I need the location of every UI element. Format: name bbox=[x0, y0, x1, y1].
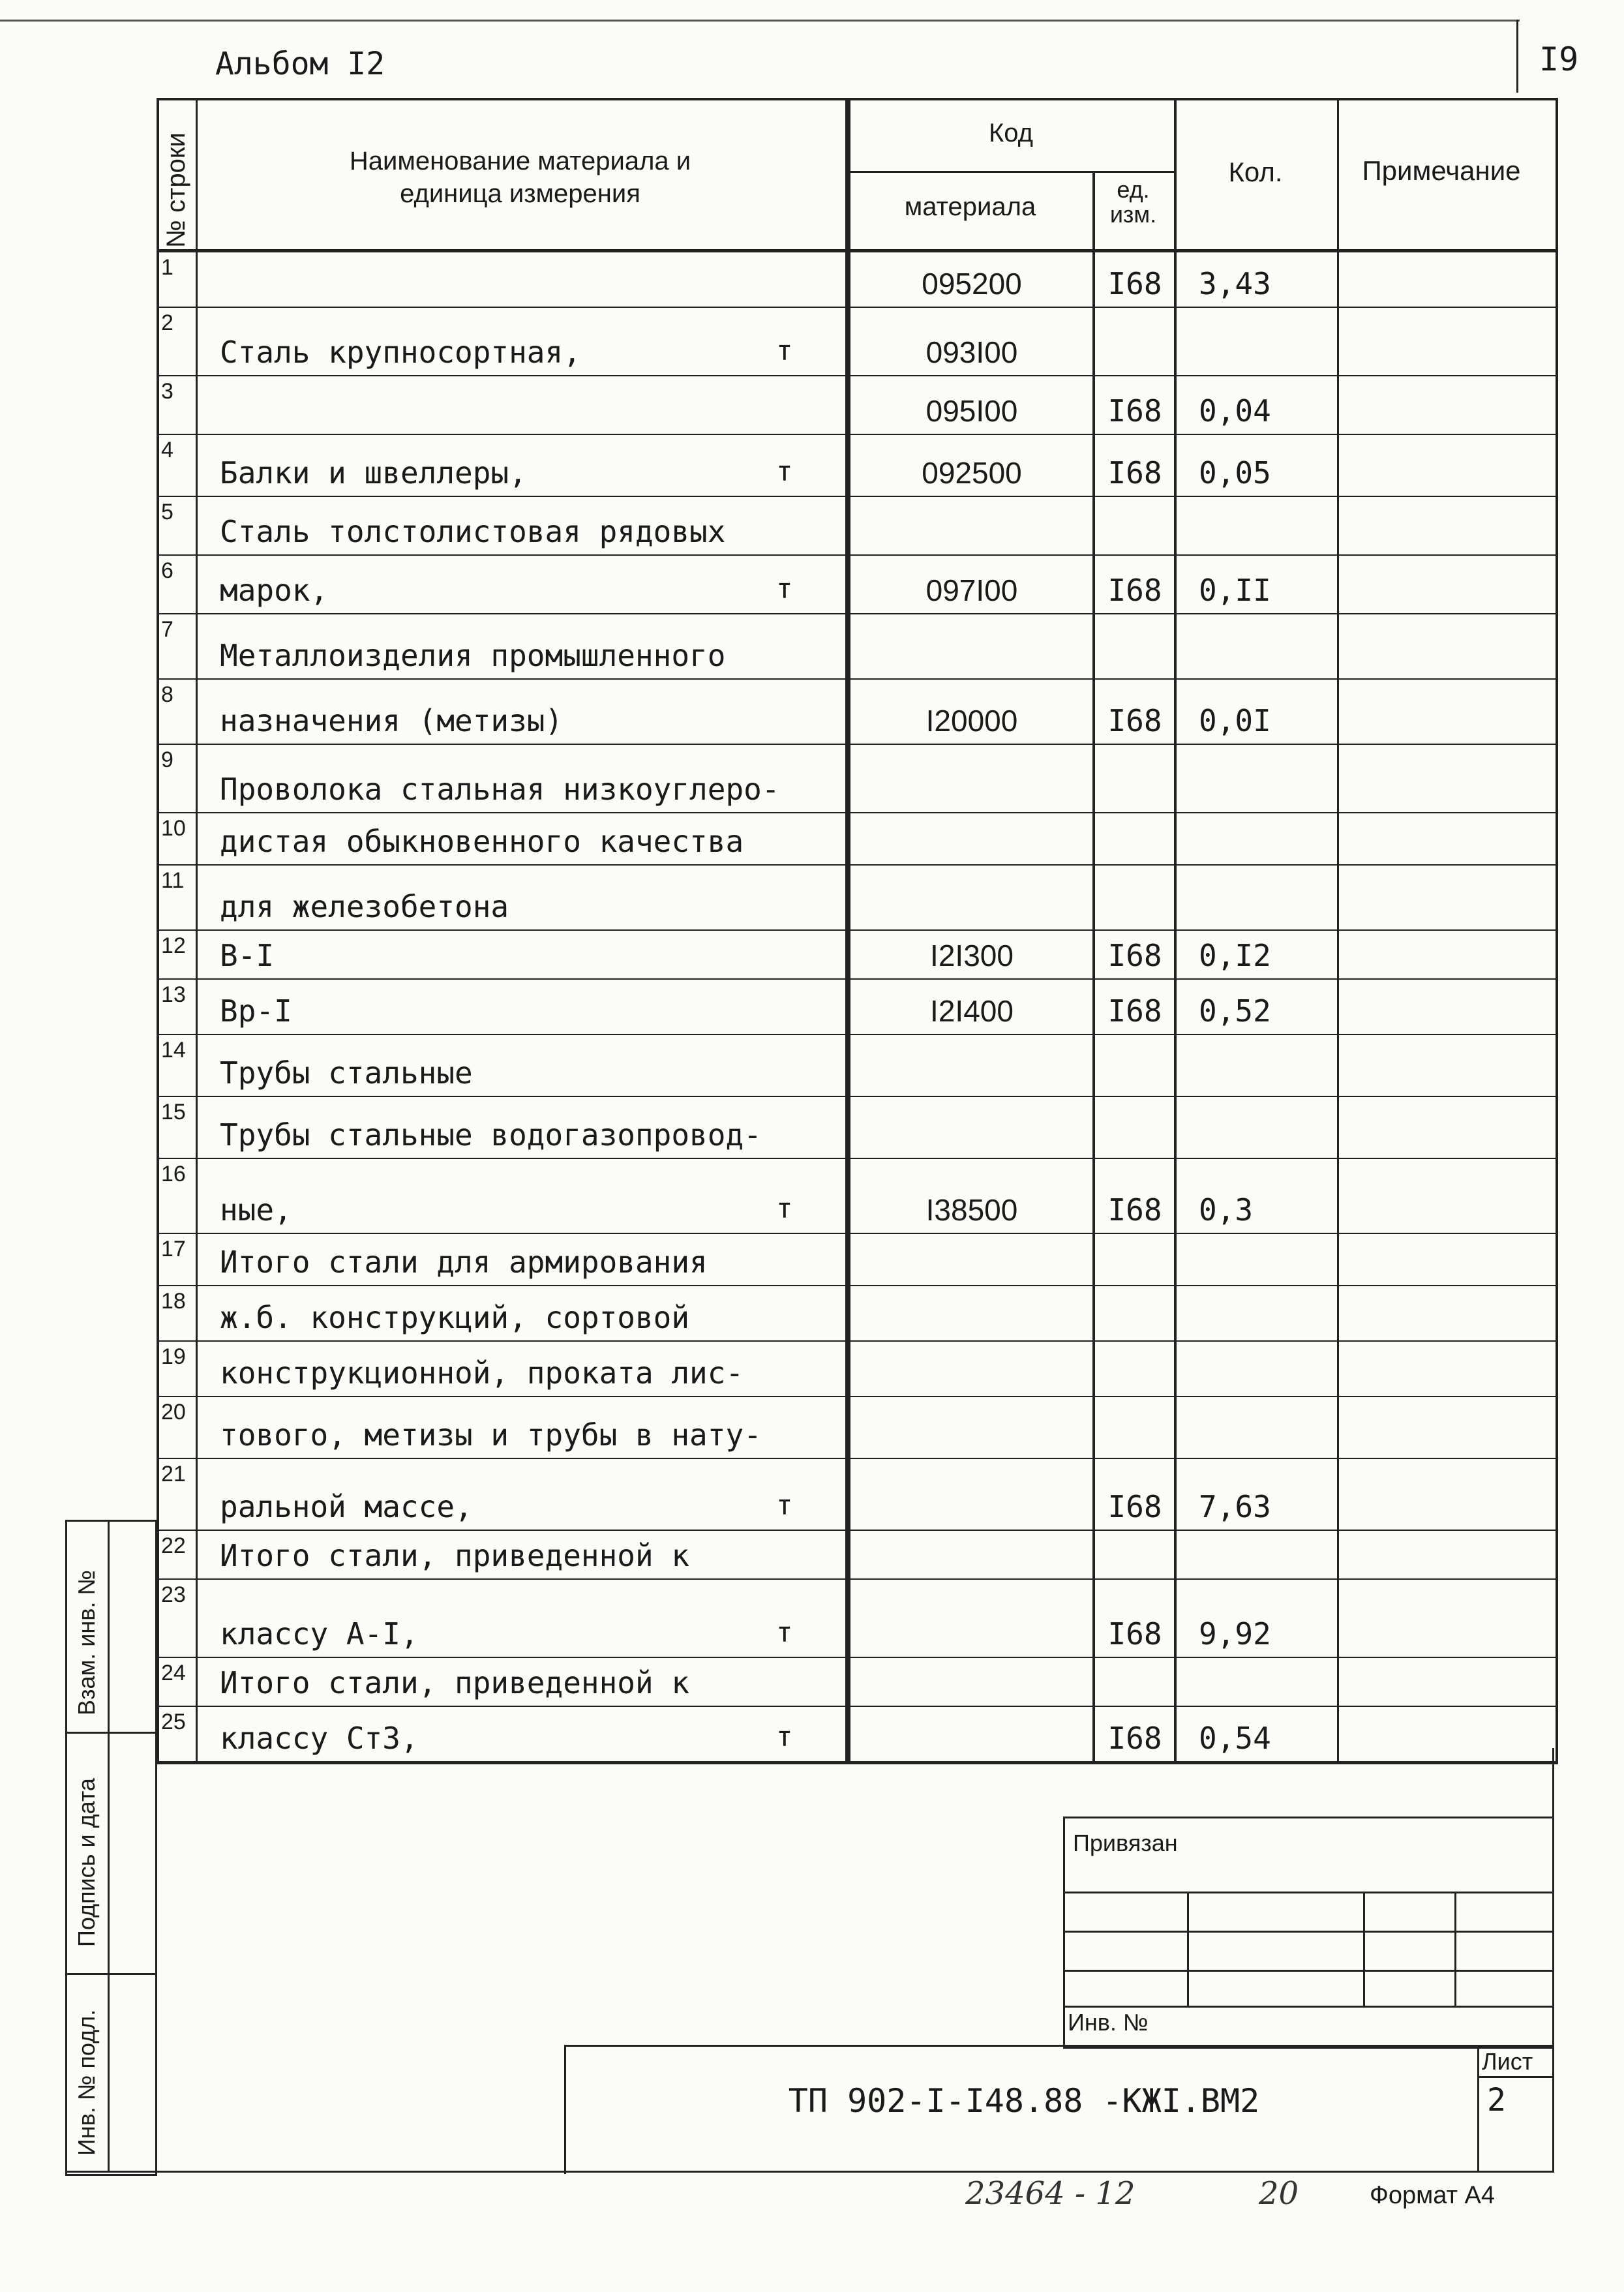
privyazan-line-4 bbox=[1063, 2006, 1552, 2008]
row-separator bbox=[157, 496, 1556, 497]
row-number: 9 bbox=[161, 747, 173, 772]
row-qty: 3,43 bbox=[1199, 266, 1271, 301]
row-code: 095200 bbox=[922, 267, 1022, 301]
row-unit: т bbox=[776, 1616, 793, 1648]
row-name: конструкционной, проката лис- bbox=[220, 1355, 744, 1391]
format-label: Формат А4 bbox=[1370, 2182, 1496, 2209]
row-unit-code: I68 bbox=[1107, 266, 1162, 301]
row-separator bbox=[157, 1657, 1556, 1658]
row-separator bbox=[157, 744, 1556, 745]
row-number: 15 bbox=[161, 1100, 186, 1124]
row-qty: 0,0I bbox=[1199, 703, 1271, 738]
row-number: 19 bbox=[161, 1344, 186, 1369]
col-unit-divider bbox=[1174, 98, 1177, 1764]
row-separator bbox=[157, 1034, 1556, 1035]
privyazan-col-1 bbox=[1187, 1892, 1189, 2008]
row-number: 14 bbox=[161, 1038, 186, 1063]
col-qty-divider bbox=[1337, 98, 1339, 1764]
row-name: Сталь толстолистовая рядовых bbox=[220, 514, 726, 549]
table-top-border bbox=[157, 98, 1556, 100]
row-name: В-I bbox=[220, 938, 275, 973]
side-stamp-inner-line bbox=[108, 1520, 110, 2172]
row-unit: т bbox=[776, 1192, 793, 1224]
row-separator bbox=[157, 1530, 1556, 1531]
row-name: Сталь крупносортная, bbox=[220, 335, 581, 370]
row-separator bbox=[157, 1340, 1556, 1342]
side-stamp-inv: Инв. № подл. bbox=[73, 2009, 100, 2156]
row-qty: 9,92 bbox=[1199, 1616, 1271, 1651]
row-name: тового, метизы и трубы в нату- bbox=[220, 1417, 762, 1453]
row-unit-code: I68 bbox=[1107, 1192, 1162, 1228]
row-number: 8 bbox=[161, 682, 173, 707]
handwritten-page: 20 bbox=[1259, 2175, 1299, 2212]
row-unit-code: I68 bbox=[1107, 455, 1162, 490]
header-qty: Кол. bbox=[1228, 157, 1283, 187]
row-separator bbox=[157, 1096, 1556, 1097]
row-separator bbox=[157, 1706, 1556, 1707]
row-unit: т bbox=[776, 455, 793, 487]
header-material: материала bbox=[904, 192, 1036, 221]
corner-divider bbox=[1516, 20, 1518, 93]
row-name: классу Ст3, bbox=[220, 1721, 419, 1756]
row-number: 11 bbox=[161, 868, 185, 893]
row-number: 21 bbox=[161, 1462, 186, 1486]
row-name: Металлоизделия промышленного bbox=[220, 638, 726, 673]
privyazan-line-1 bbox=[1063, 1892, 1552, 1893]
row-unit-code: I68 bbox=[1107, 1721, 1162, 1756]
row-qty: 0,04 bbox=[1199, 393, 1271, 429]
row-name: Итого стали для армирования bbox=[220, 1244, 708, 1280]
header-name bbox=[196, 145, 845, 210]
side-stamp-divider-1 bbox=[65, 1732, 155, 1734]
row-separator bbox=[157, 554, 1556, 556]
row-name: назначения (метизы) bbox=[220, 703, 564, 738]
row-separator bbox=[157, 1578, 1556, 1580]
row-name: Итого стали, приведенной к bbox=[220, 1538, 690, 1573]
row-name: Итого стали, приведенной к bbox=[220, 1665, 690, 1700]
header-row-no: № строки bbox=[162, 132, 190, 248]
table-bottom-border bbox=[157, 1761, 1556, 1764]
inv-no-label: Инв. № bbox=[1068, 2009, 1149, 2036]
row-number: 20 bbox=[161, 1400, 186, 1425]
right-frame-bottom bbox=[1552, 1748, 1554, 2172]
album-title: Альбом I2 bbox=[215, 46, 385, 82]
row-name: ральной массе, bbox=[220, 1489, 473, 1524]
row-name: марок, bbox=[220, 573, 329, 608]
row-separator bbox=[157, 307, 1556, 308]
col-material-divider bbox=[1092, 171, 1095, 1764]
row-unit: т bbox=[776, 1721, 793, 1753]
bottom-frame-line bbox=[65, 2171, 1554, 2173]
privyazan-label: Привязан bbox=[1073, 1830, 1178, 1856]
row-separator bbox=[157, 812, 1556, 813]
row-name: Вр-I bbox=[220, 993, 292, 1029]
row-separator bbox=[157, 1285, 1556, 1286]
header-note: Примечание bbox=[1362, 155, 1521, 186]
row-separator bbox=[157, 978, 1556, 980]
handwritten-number: 23464 - 12 bbox=[965, 2175, 1135, 2212]
privyazan-line-2 bbox=[1063, 1931, 1552, 1933]
row-separator bbox=[157, 613, 1556, 614]
row-unit-code: I68 bbox=[1107, 573, 1162, 608]
row-number: 6 bbox=[161, 558, 173, 583]
sheet-number: 2 bbox=[1487, 2082, 1506, 2119]
row-code: 093I00 bbox=[925, 335, 1018, 369]
header-unit-line2: изм. bbox=[1109, 201, 1157, 228]
row-code: I38500 bbox=[925, 1193, 1018, 1227]
row-unit-code: I68 bbox=[1107, 993, 1162, 1029]
row-number: 18 bbox=[161, 1289, 186, 1314]
row-number: 23 bbox=[161, 1582, 186, 1607]
row-unit: т bbox=[776, 573, 793, 605]
row-qty: 7,63 bbox=[1199, 1489, 1271, 1524]
row-separator bbox=[157, 1158, 1556, 1159]
row-separator bbox=[157, 929, 1556, 931]
row-number: 24 bbox=[161, 1661, 186, 1685]
header-name-line1: Наименование материала и bbox=[349, 147, 691, 175]
side-stamp-divider-2 bbox=[65, 1973, 155, 1975]
col-name-divider bbox=[845, 98, 850, 1764]
row-code: I20000 bbox=[925, 704, 1018, 738]
row-separator bbox=[157, 434, 1556, 435]
row-number: 25 bbox=[161, 1710, 186, 1734]
row-name: Трубы стальные bbox=[220, 1055, 473, 1091]
col-left-border bbox=[157, 98, 159, 1764]
row-unit-code: I68 bbox=[1107, 1489, 1162, 1524]
code-header-divider bbox=[848, 171, 1174, 173]
row-qty: 0,II bbox=[1199, 573, 1271, 608]
row-name: Трубы стальные водогазопровод- bbox=[220, 1117, 762, 1153]
row-separator bbox=[157, 1458, 1556, 1459]
header-code: Код bbox=[988, 119, 1033, 147]
row-separator bbox=[157, 678, 1556, 680]
row-number: 13 bbox=[161, 982, 186, 1007]
header-unit-line1: ед. bbox=[1117, 176, 1150, 203]
row-code: 097I00 bbox=[925, 573, 1018, 607]
row-number: 2 bbox=[161, 310, 173, 335]
designation: ТП 902-I-I48.88 -КЖI.ВМ2 bbox=[788, 2082, 1260, 2120]
row-code: 095I00 bbox=[925, 394, 1018, 428]
row-name: ж.б. конструкций, сортовой bbox=[220, 1300, 690, 1335]
header-bottom-border bbox=[157, 249, 1556, 252]
side-stamp-podpis: Подпись и дата bbox=[73, 1778, 100, 1947]
row-qty: 0,54 bbox=[1199, 1721, 1271, 1756]
row-unit-code: I68 bbox=[1107, 1616, 1162, 1651]
row-separator bbox=[157, 864, 1556, 866]
row-name: для железобетона bbox=[220, 889, 509, 924]
row-number: 10 bbox=[161, 816, 186, 841]
page-number: I9 bbox=[1539, 40, 1579, 78]
row-number: 4 bbox=[161, 438, 173, 462]
row-qty: 0,52 bbox=[1199, 993, 1271, 1029]
row-unit-code: I68 bbox=[1107, 393, 1162, 429]
row-number: 17 bbox=[161, 1237, 186, 1261]
row-code: I2I400 bbox=[930, 994, 1014, 1028]
row-unit-code: I68 bbox=[1107, 938, 1162, 973]
row-separator bbox=[157, 1233, 1556, 1234]
col-right-border bbox=[1556, 98, 1558, 1764]
row-name: дистая обыкновенного качества bbox=[220, 824, 744, 859]
privyazan-col-3 bbox=[1454, 1892, 1456, 2008]
row-separator bbox=[157, 1396, 1556, 1397]
row-unit-code: I68 bbox=[1107, 703, 1162, 738]
privyazan-line-3 bbox=[1063, 1970, 1552, 1972]
row-number: 1 bbox=[161, 255, 173, 280]
row-number: 12 bbox=[161, 933, 186, 958]
row-number: 22 bbox=[161, 1533, 186, 1558]
row-code: I2I300 bbox=[930, 939, 1014, 973]
row-name: Балки и швеллеры, bbox=[220, 455, 527, 490]
row-unit: т bbox=[776, 335, 793, 367]
row-name: Проволока стальная низкоуглеро- bbox=[220, 772, 780, 807]
row-name: ные, bbox=[220, 1192, 292, 1228]
col-rowno-divider bbox=[196, 98, 198, 1764]
sheet-label: Лист bbox=[1482, 2048, 1533, 2075]
sheet-label-line bbox=[1477, 2076, 1552, 2078]
row-number: 3 bbox=[161, 379, 173, 404]
row-unit: т bbox=[776, 1489, 793, 1521]
side-stamp-vzam: Взам. инв. № bbox=[73, 1569, 100, 1715]
row-code: 092500 bbox=[922, 456, 1022, 490]
sheet-divider bbox=[1477, 2045, 1479, 2172]
row-number: 5 bbox=[161, 500, 173, 524]
header-name-line2: единица измерения bbox=[400, 179, 640, 208]
row-qty: 0,3 bbox=[1199, 1192, 1254, 1228]
row-name: классу А-I, bbox=[220, 1616, 419, 1651]
privyazan-col-2 bbox=[1363, 1892, 1365, 2008]
header-unit bbox=[1092, 177, 1174, 227]
row-separator bbox=[157, 375, 1556, 376]
top-edge-line bbox=[0, 20, 1520, 22]
row-number: 7 bbox=[161, 617, 173, 642]
row-qty: 0,05 bbox=[1199, 455, 1271, 490]
row-number: 16 bbox=[161, 1162, 186, 1186]
row-qty: 0,I2 bbox=[1199, 938, 1271, 973]
